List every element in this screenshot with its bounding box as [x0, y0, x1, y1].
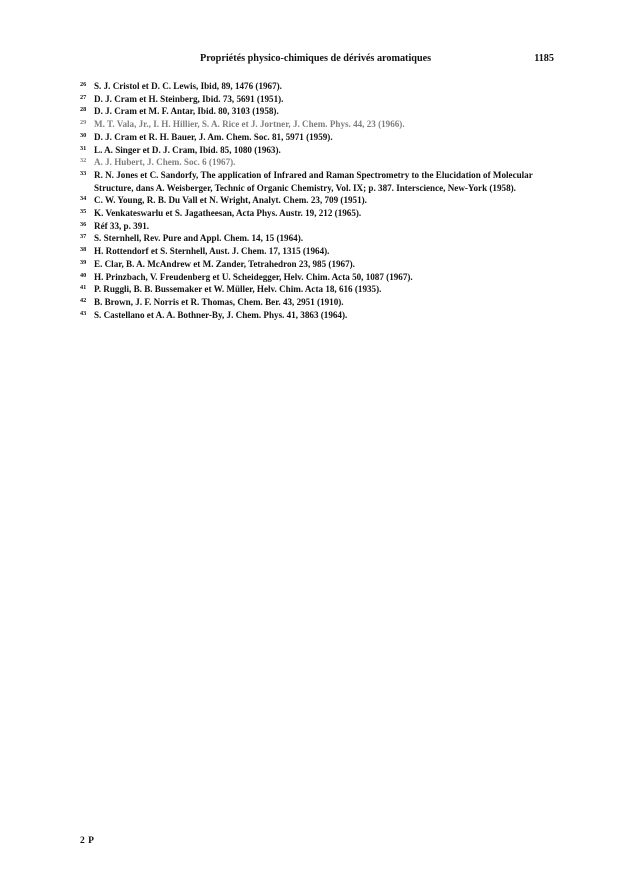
reference-number: 35	[80, 208, 87, 216]
reference-number: 37	[80, 233, 87, 241]
reference-number: 41	[80, 284, 87, 292]
reference-item	[80, 156, 558, 169]
reference-number: 30	[80, 131, 87, 139]
reference-number: 33	[80, 169, 87, 177]
reference-text: A. J. Hubert, J. Chem. Soc. 6 (1967).	[94, 157, 236, 168]
reference-number: 31	[80, 144, 87, 152]
reference-item	[80, 131, 558, 144]
reference-item	[80, 80, 558, 93]
reference-number: 39	[80, 258, 87, 266]
reference-item	[80, 105, 558, 118]
reference-number: 27	[80, 93, 87, 101]
reference-item	[80, 220, 558, 233]
reference-item	[80, 194, 558, 207]
running-title: Propriétés physico-chimiques de dérivés aromatiques	[200, 53, 432, 64]
reference-list	[80, 80, 558, 321]
reference-text: C. W. Young, R. B. Du Vall et N. Wright, Analyt. Chem. 23, 709 (1951).	[94, 195, 367, 206]
reference-text: S. J. Cristol et D. C. Lewis, Ibid, 89, 1476 (1967).	[94, 81, 282, 91]
reference-item	[80, 296, 558, 309]
reference-item	[80, 309, 558, 322]
reference-item	[80, 93, 558, 106]
reference-text: R. N. Jones et C. Sandorfy, The application of Infrared and Raman Spectrometry to the Elucidation of Molecular Structure, dans A. Weisberger, Technic of Organic Chemistry, Vol. IX; p. 387. Interscience, New-York (1958).	[94, 169, 533, 193]
reference-number: 36	[80, 220, 87, 228]
reference-text: B. Brown, J. F. Norris et R. Thomas, Chem. Ber. 43, 2951 (1910).	[94, 296, 344, 307]
reference-text: M. T. Vala, Jr., I. H. Hillier, S. A. Rice et J. Jortner, J. Chem. Phys. 44, 23 (1966).	[94, 119, 405, 130]
reference-number: 38	[80, 246, 87, 254]
reference-item	[80, 283, 558, 296]
reference-text: H. Rottendorf et S. Sternhell, Aust. J. Chem. 17, 1315 (1964).	[94, 246, 330, 257]
reference-item	[80, 232, 558, 245]
reference-number: 29	[80, 119, 87, 127]
reference-number: 34	[80, 195, 87, 203]
reference-text: D. J. Cram et M. F. Antar, Ibid. 80, 3103 (1958).	[94, 106, 279, 117]
signature-mark: 2 P	[80, 836, 95, 846]
reference-item	[80, 271, 558, 284]
reference-text: K. Venkateswarlu et S. Jagatheesan, Acta Phys. Austr. 19, 212 (1965).	[94, 208, 362, 219]
reference-text: D. J. Cram et R. H. Bauer, J. Am. Chem. Soc. 81, 5971 (1959).	[94, 131, 333, 142]
reference-text: E. Clar, B. A. McAndrew et M. Zander, Tetrahedron 23, 985 (1967).	[94, 258, 355, 269]
reference-number: 43	[80, 309, 87, 317]
reference-number: 40	[80, 271, 87, 279]
reference-item	[80, 169, 558, 194]
page-number: 1185	[534, 53, 554, 64]
reference-text: P. Ruggli, B. B. Bussemaker et W. Müller, Helv. Chim. Acta 18, 616 (1935).	[94, 284, 382, 295]
reference-text: L. A. Singer et D. J. Cram, Ibid. 85, 1080 (1963).	[94, 144, 281, 155]
reference-item	[80, 207, 558, 220]
reference-text: H. Prinzbach, V. Freudenberg et U. Scheidegger, Helv. Chim. Acta 50, 1087 (1967).	[94, 271, 413, 282]
reference-text: D. J. Cram et H. Steinberg, Ibid. 73, 5691 (1951).	[94, 93, 284, 104]
reference-text: S. Castellano et A. A. Bothner-By, J. Chem. Phys. 41, 3863 (1964).	[94, 309, 348, 320]
running-head	[80, 53, 554, 67]
reference-text: S. Sternhell, Rev. Pure and Appl. Chem. 14, 15 (1964).	[94, 233, 304, 244]
reference-item	[80, 258, 558, 271]
reference-number: 26	[80, 81, 87, 88]
reference-item	[80, 118, 558, 131]
reference-number: 28	[80, 106, 87, 114]
reference-text: Réf 33, p. 391.	[94, 220, 150, 231]
reference-number: 32	[80, 157, 87, 165]
reference-item	[80, 144, 558, 157]
reference-number: 42	[80, 296, 87, 304]
reference-item	[80, 245, 558, 258]
